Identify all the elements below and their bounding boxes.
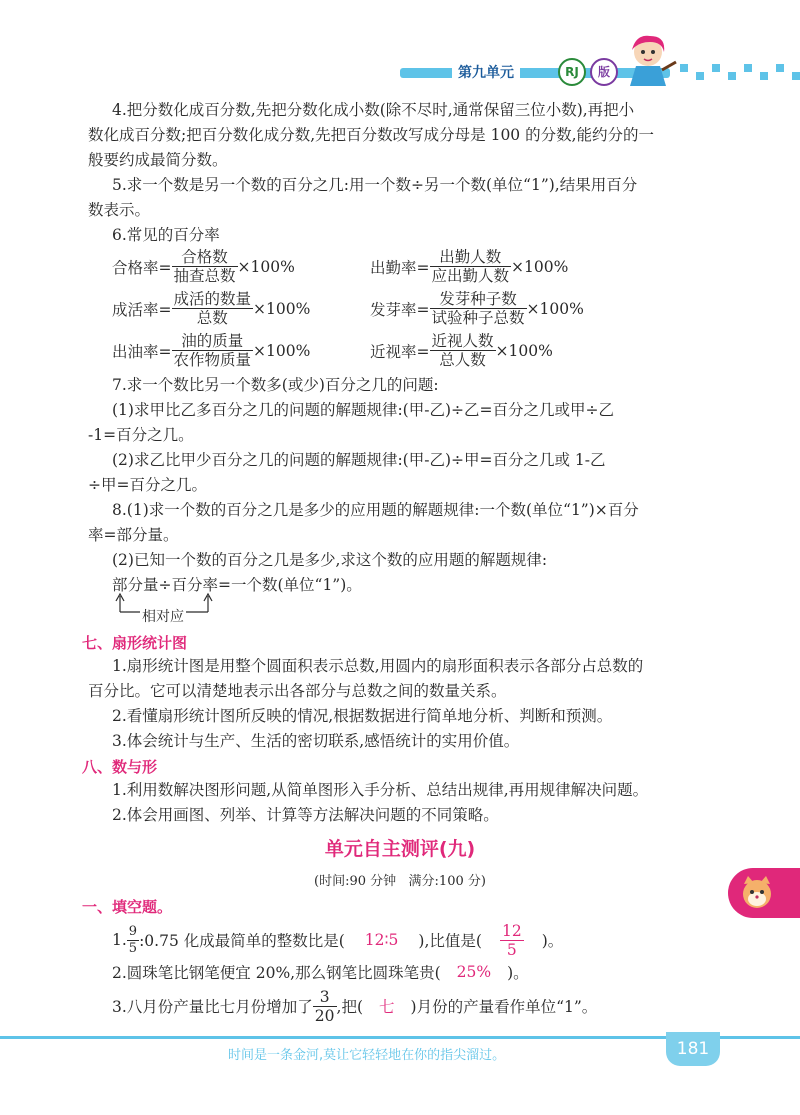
- header: [0, 0, 800, 90]
- rate-numerator: 油的质量: [172, 332, 254, 351]
- fox-mascot-icon: [738, 874, 776, 912]
- sec7-para-1-line-1: 1.扇形统计图是用整个圆面积表示总数,用圆内的扇形面积表示各部分占总数的: [112, 657, 644, 675]
- question-3: 3.八月份产量比七月份增加了 $\frac{3}{20}$ ,把( 七 )月份的产量看作单位“1”。: [112, 987, 598, 1025]
- rate-numerator: 出勤人数: [430, 248, 512, 267]
- edition-badge: 版: [590, 58, 618, 86]
- sec7-para-2: 2.看懂扇形统计图所反映的情况,根据数据进行简单地分析、判断和预测。: [112, 707, 613, 725]
- para-7-1-line-1: (1)求甲比乙多百分之几的问题的解题规律:(甲-乙)÷乙=百分之几或甲÷乙: [112, 401, 614, 419]
- rate-germination: 发芽率= $\frac{\text{发芽种子数}}{\text{试验种子总数}}$ ×100%: [370, 290, 584, 327]
- rate-oil-yield: 出油率= $\frac{\text{油的质量}}{\text{农作物质量}}$ ×100%: [112, 332, 311, 369]
- rate-denominator: 试验种子总数: [431, 309, 525, 327]
- para-7-2-line-1: (2)求乙比甲少百分之几的问题的解题规律:(甲-乙)÷甲=百分之几或 1-乙: [112, 451, 606, 469]
- rate-denominator: 总人数: [439, 351, 486, 369]
- para-6-heading: 6.常见的百分率: [112, 226, 220, 244]
- question-2: 2.圆珠笔比钢笔便宜 20%,那么钢笔比圆珠笔贵( 25% )。: [112, 963, 529, 982]
- test-title: 单元自主测评(九): [324, 838, 476, 860]
- unit-title: 第九单元: [452, 62, 520, 82]
- answer-1a: 12∶5: [364, 931, 399, 949]
- sec8-para-2: 2.体会用画图、列举、计算等方法解决问题的不同策略。: [112, 806, 499, 824]
- para-8-formula: 部分量÷百分率=一个数(单位“1”)。: [112, 576, 362, 594]
- para-8-2: (2)已知一个数的百分之几是多少,求这个数的应用题的解题规律:: [112, 551, 548, 569]
- answer-3: 七: [379, 998, 395, 1016]
- para-4-line-3: 般要约成最简分数。: [88, 151, 228, 169]
- rate-denominator: 总数: [196, 309, 228, 327]
- para-7-2-line-2: ÷甲=百分之几。: [88, 476, 207, 494]
- para-5-line-2: 数表示。: [88, 201, 151, 219]
- rate-numerator: 成活的数量: [173, 290, 252, 308]
- rate-numerator: 近视人数: [431, 332, 494, 350]
- test-section-1-heading: 一、填空题。: [82, 898, 173, 916]
- rate-numerator: 合格数: [172, 248, 238, 267]
- sec7-para-1-line-2: 百分比。它可以清楚地表示出各部分与总数之间的数量关系。: [88, 682, 507, 700]
- rate-myopia: 近视率= $\frac{\text{近视人数}}{\text{总人数}}$ ×100%: [370, 332, 553, 369]
- mascot-girl-icon: [618, 30, 678, 88]
- answer-2: 25%: [456, 963, 492, 981]
- sec7-para-3: 3.体会统计与生产、生活的密切联系,感悟统计的实用价值。: [112, 732, 520, 750]
- para-8-1-line-2: 率=部分量。: [88, 526, 179, 544]
- para-5-line-1: 5.求一个数是另一个数的百分之几:用一个数÷另一个数(单位“1”),结果用百分: [112, 176, 638, 194]
- rate-numerator: 发芽种子数: [430, 290, 527, 309]
- rate-denominator: 抽查总数: [173, 267, 236, 285]
- rate-denominator: 农作物质量: [173, 351, 252, 369]
- section-7-heading: 七、扇形统计图: [82, 634, 188, 652]
- question-1: 1. $\frac{9}{5}$ :0.75 化成最简单的整数比是( 12∶5 ),比值是( $\frac{12}{5}$ )。: [112, 921, 564, 959]
- answer-1b: $\frac{12}{5}$: [501, 921, 522, 959]
- side-tab: [728, 868, 800, 918]
- sec8-para-1: 1.利用数解决图形问题,从简单图形入手分析、总结出规律,再用规律解决问题。: [112, 781, 649, 799]
- test-meta: (时间:90 分钟 满分:100 分): [314, 874, 486, 889]
- page-number: 181: [666, 1032, 720, 1066]
- para-4-line-2: 数化成百分数;把百分数化成分数,先把百分数改写成分母是 100 的分数,能约分的一: [88, 126, 655, 144]
- rate-survival: 成活率= $\frac{\text{成活的数量}}{\text{总数}}$ ×100%: [112, 290, 311, 327]
- section-8-heading: 八、数与形: [82, 758, 158, 776]
- para-7-1-line-2: -1=百分之几。: [88, 426, 194, 444]
- rj-badge: RJ: [558, 58, 586, 86]
- rate-qualified: 合格率= $\frac{\text{合格数}}{\text{抽查总数}}$ ×100%: [112, 248, 295, 285]
- correspondence-label: 相对应: [140, 606, 186, 626]
- footer-motto: 时间是一条金河,莫让它轻轻地在你的指尖溜过。: [228, 1048, 506, 1063]
- para-8-1-line-1: 8.(1)求一个数的百分之几是多少的应用题的解题规律:一个数(单位“1”)×百分: [112, 501, 639, 519]
- para-4-line-1: 4.把分数化成百分数,先把分数化成小数(除不尽时,通常保留三位小数),再把小: [112, 101, 635, 119]
- rate-denominator: 应出勤人数: [431, 267, 510, 285]
- para-7-heading: 7.求一个数比另一个数多(或少)百分之几的问题:: [112, 376, 439, 394]
- rate-attendance: 出勤率= $\frac{\text{出勤人数}}{\text{应出勤人数}}$ ×100%: [370, 248, 569, 285]
